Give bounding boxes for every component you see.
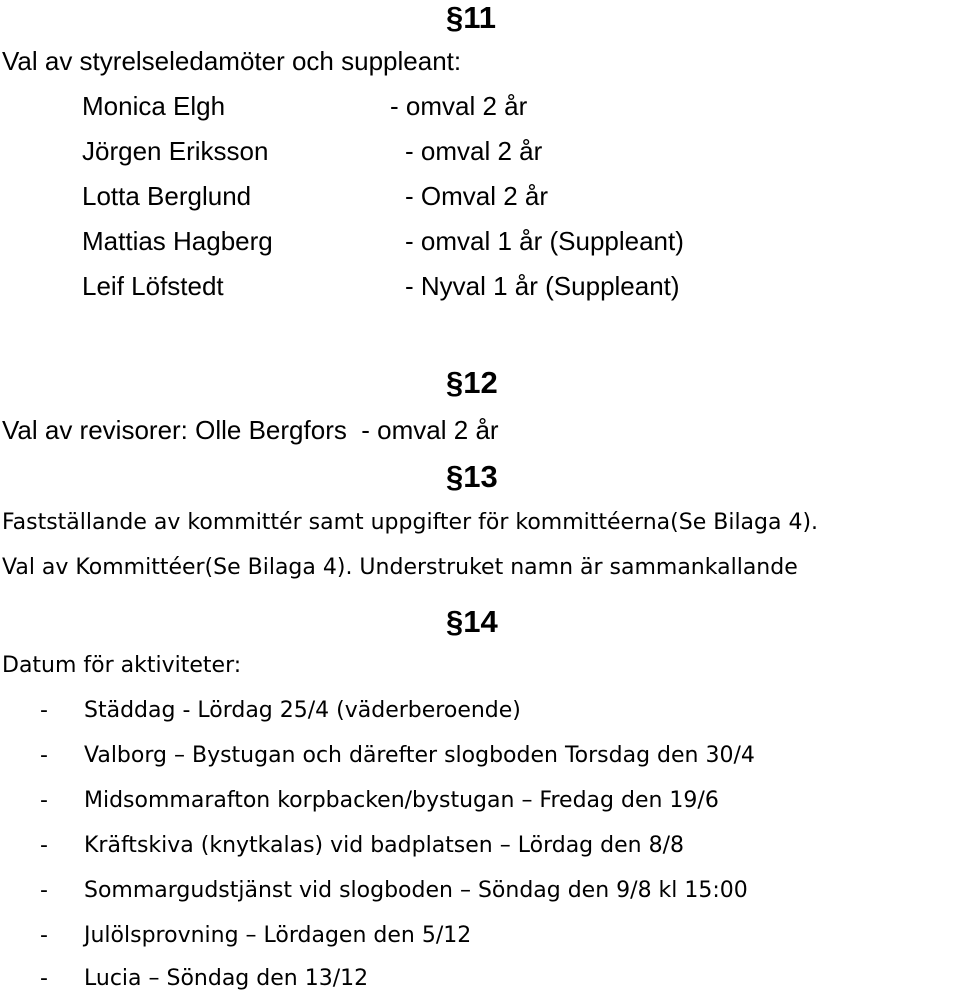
activity-text: Kräftskiva (knytkalas) vid badplatsen – Lördag den 8/8 xyxy=(84,833,684,858)
bullet-dash: - xyxy=(40,878,48,903)
board-member-name: Mattias Hagberg xyxy=(82,226,273,256)
activity-text: Valborg – Bystugan och därefter slogboden Torsdag den 30/4 xyxy=(84,743,755,768)
section-14-heading: §14 xyxy=(446,604,498,639)
board-member-name: Monica Elgh xyxy=(82,91,226,121)
board-member-term: - Omval 2 år xyxy=(405,181,549,211)
activity-text: Lucia – Söndag den 13/12 xyxy=(84,966,369,991)
bullet-dash: - xyxy=(40,698,48,723)
board-member-name: Jörgen Eriksson xyxy=(82,136,269,166)
bullet-dash: - xyxy=(40,743,48,768)
section-13-heading: §13 xyxy=(446,459,498,494)
bullet-dash: - xyxy=(40,923,48,948)
board-member-name: Lotta Berglund xyxy=(82,181,252,211)
activity-text: Städdag - Lördag 25/4 (väderberoende) xyxy=(84,698,521,723)
section-14-intro: Datum för aktiviteter: xyxy=(2,653,242,678)
activity-text: Midsommarafton korpbacken/bystugan – Fredag den 19/6 xyxy=(84,788,719,813)
section-12-text: Val av revisorer: Olle Bergfors - omval 2 år xyxy=(2,415,499,445)
bullet-dash: - xyxy=(40,833,48,858)
section-11-heading: §11 xyxy=(446,0,497,35)
section-12-heading: §12 xyxy=(446,365,498,400)
bullet-dash: - xyxy=(40,788,48,813)
activity-text: Julölsprovning – Lördagen den 5/12 xyxy=(84,923,472,948)
board-member-term: - omval 2 år xyxy=(405,136,543,166)
activity-text: Sommargudstjänst vid slogboden – Söndag den 9/8 kl 15:00 xyxy=(84,878,748,903)
section-13-line-1: Fastställande av kommittér samt uppgifter för kommittéerna(Se Bilaga 4). xyxy=(2,510,819,535)
board-member-term: - Nyval 1 år (Suppleant) xyxy=(405,271,680,301)
board-member-name: Leif Löfstedt xyxy=(82,271,224,301)
section-13-line-2: Val av Kommittéer(Se Bilaga 4). Understruket namn är sammankallande xyxy=(2,555,798,580)
board-member-term: - omval 2 år xyxy=(390,91,528,121)
section-11-intro: Val av styrelseledamöter och suppleant: xyxy=(2,46,462,76)
bullet-dash: - xyxy=(40,966,48,991)
board-member-term: - omval 1 år (Suppleant) xyxy=(405,226,684,256)
